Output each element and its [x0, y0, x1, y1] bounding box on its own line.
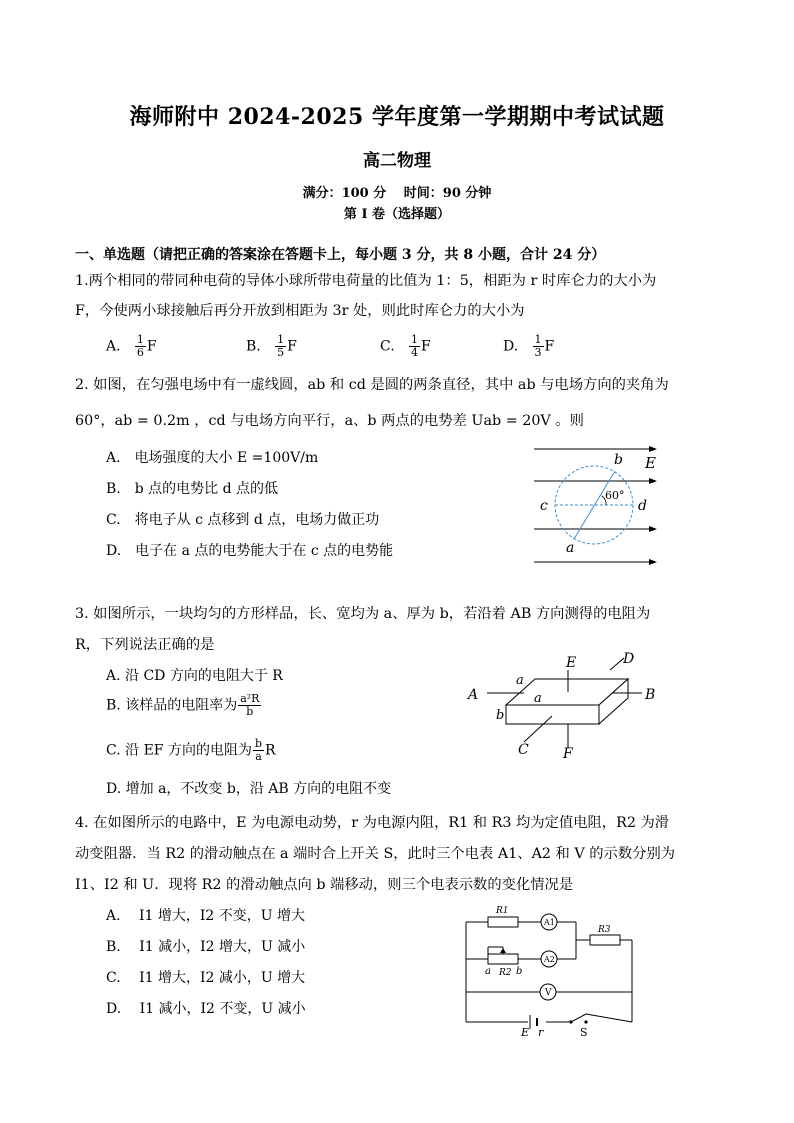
subject-title: 高二物理	[363, 151, 431, 171]
rheostat-R2	[488, 954, 518, 964]
q4-circuit-figure	[458, 902, 638, 1038]
q1-option-d: D. $\frac{1}{3}$ F	[503, 333, 555, 359]
label-V: V	[545, 988, 552, 998]
label-E: E	[645, 454, 656, 472]
label-c: c	[540, 498, 548, 514]
q1-option-a: A. $\frac{1}{6}$ F	[106, 333, 157, 359]
label-a: a	[566, 540, 575, 556]
slider-arrow-icon	[500, 948, 506, 953]
resistor-R1	[488, 917, 518, 927]
label-angle: 60°	[605, 489, 625, 502]
q1-line2: F，今使两小球接触后再分开放到相距为 3r 处，则此时库仑力的大小为	[75, 303, 525, 319]
resistor-R3	[590, 935, 620, 945]
q1-option-c: C. $\frac{1}{4}$ F	[380, 333, 431, 359]
part-title: 第 I 卷（选择题）	[343, 207, 451, 222]
label-b: b	[496, 708, 505, 723]
q2-field-figure	[528, 440, 668, 570]
q3-option-c: C. 沿 EF 方向的电阻为 $\frac{b}{a}$ R	[106, 737, 276, 763]
label-r: r	[538, 1026, 544, 1038]
q4-line3: I1、I2 和 U．现将 R2 的滑动触点向 b 端移动，则三个电表示数的变化情况是	[75, 877, 574, 893]
label-F: F	[563, 746, 573, 762]
label-R2: R2	[499, 968, 512, 978]
q4-option-d: D. I1 减小，I2 不变，U 减小	[106, 1001, 306, 1017]
label-D: D	[623, 651, 635, 667]
q1-option-b: B. $\frac{1}{5}$ F	[246, 333, 297, 359]
q4-option-a: A. I1 增大，I2 不变，U 增大	[106, 908, 306, 924]
label-R1: R1	[496, 906, 509, 916]
label-d: d	[638, 498, 647, 514]
q4-option-c: C. I1 增大，I2 减小，U 增大	[106, 970, 306, 986]
label-S: S	[580, 1026, 588, 1038]
label-a: a	[485, 966, 491, 977]
label-C: C	[518, 742, 529, 758]
label-a-inner: a	[534, 691, 542, 706]
section-heading: 一、单选题（请把正确的答案涂在答题卡上，每小题 3 分，共 8 小题，合计 24 分）	[75, 247, 606, 263]
score-time-line: 满分：100 分 时间：90 分钟	[302, 186, 492, 201]
q2-option-a: A. 电场强度的大小 E =100V/m	[106, 450, 319, 466]
switch-lever	[571, 1014, 586, 1022]
switch-contact	[584, 1020, 587, 1023]
label-E: E	[521, 1026, 530, 1038]
label-E: E	[566, 655, 577, 671]
q3-option-b: B. 该样品的电阻率为 $\frac{\text{a²R}}{b}$	[106, 692, 260, 718]
q3-option-d: D. 增加 a，不改变 b，沿 AB 方向的电阻不变	[106, 781, 392, 797]
q3-option-a: A. 沿 CD 方向的电阻大于 R	[106, 668, 283, 684]
q2-line1: 2. 如图，在匀强电场中有一虚线圆，ab 和 cd 是圆的两条直径，其中 ab 与电场方向的夹角为	[75, 377, 669, 393]
q2-option-b: B. b 点的电势比 d 点的低	[106, 481, 279, 497]
q2-line2: 60°，ab = 0.2m ，cd 与电场方向平行，a、b 两点的电势差 Uab = 20V 。则	[75, 413, 584, 429]
label-B: B	[645, 687, 656, 703]
q2-option-c: C. 将电子从 c 点移到 d 点，电场力做正功	[106, 512, 380, 528]
line-D	[610, 658, 624, 670]
label-A2: A2	[544, 955, 555, 964]
label-a-top: a	[516, 673, 524, 688]
label-A: A	[468, 687, 479, 703]
q1-line1: 1.两个相同的带同种电荷的导体小球所带电荷量的比值为 1：5，相距为 r 时库仑力的大小为	[75, 273, 657, 289]
block-front-face	[506, 705, 599, 724]
label-b: b	[516, 966, 523, 977]
q4-line1: 4. 在如图所示的电路中，E 为电源电动势，r 为电源内阻，R1 和 R3 均为定值电阻，R2 为滑	[75, 815, 670, 831]
q4-option-b: B. I1 减小，I2 增大，U 减小	[106, 939, 306, 955]
q2-option-d: D. 电子在 a 点的电势能大于在 c 点的电势能	[106, 543, 394, 559]
q4-line2: 动变阻器．当 R2 的滑动触点在 a 端时合上开关 S，此时三个电表 A1、A2 和 V 的示数分别为	[75, 846, 676, 862]
q3-line2: R，下列说法正确的是	[75, 637, 215, 653]
q3-block-figure	[462, 648, 662, 764]
exam-title: 海师附中 2024-2025 学年度第一学期期中考试试题	[129, 104, 665, 130]
q3-line1: 3. 如图所示，一块均匀的方形样品，长、宽均为 a、厚为 b，若沿着 AB 方向测得的电阻为	[75, 606, 651, 622]
label-b: b	[614, 452, 623, 468]
label-R3: R3	[598, 925, 611, 935]
label-A1: A1	[544, 918, 555, 927]
